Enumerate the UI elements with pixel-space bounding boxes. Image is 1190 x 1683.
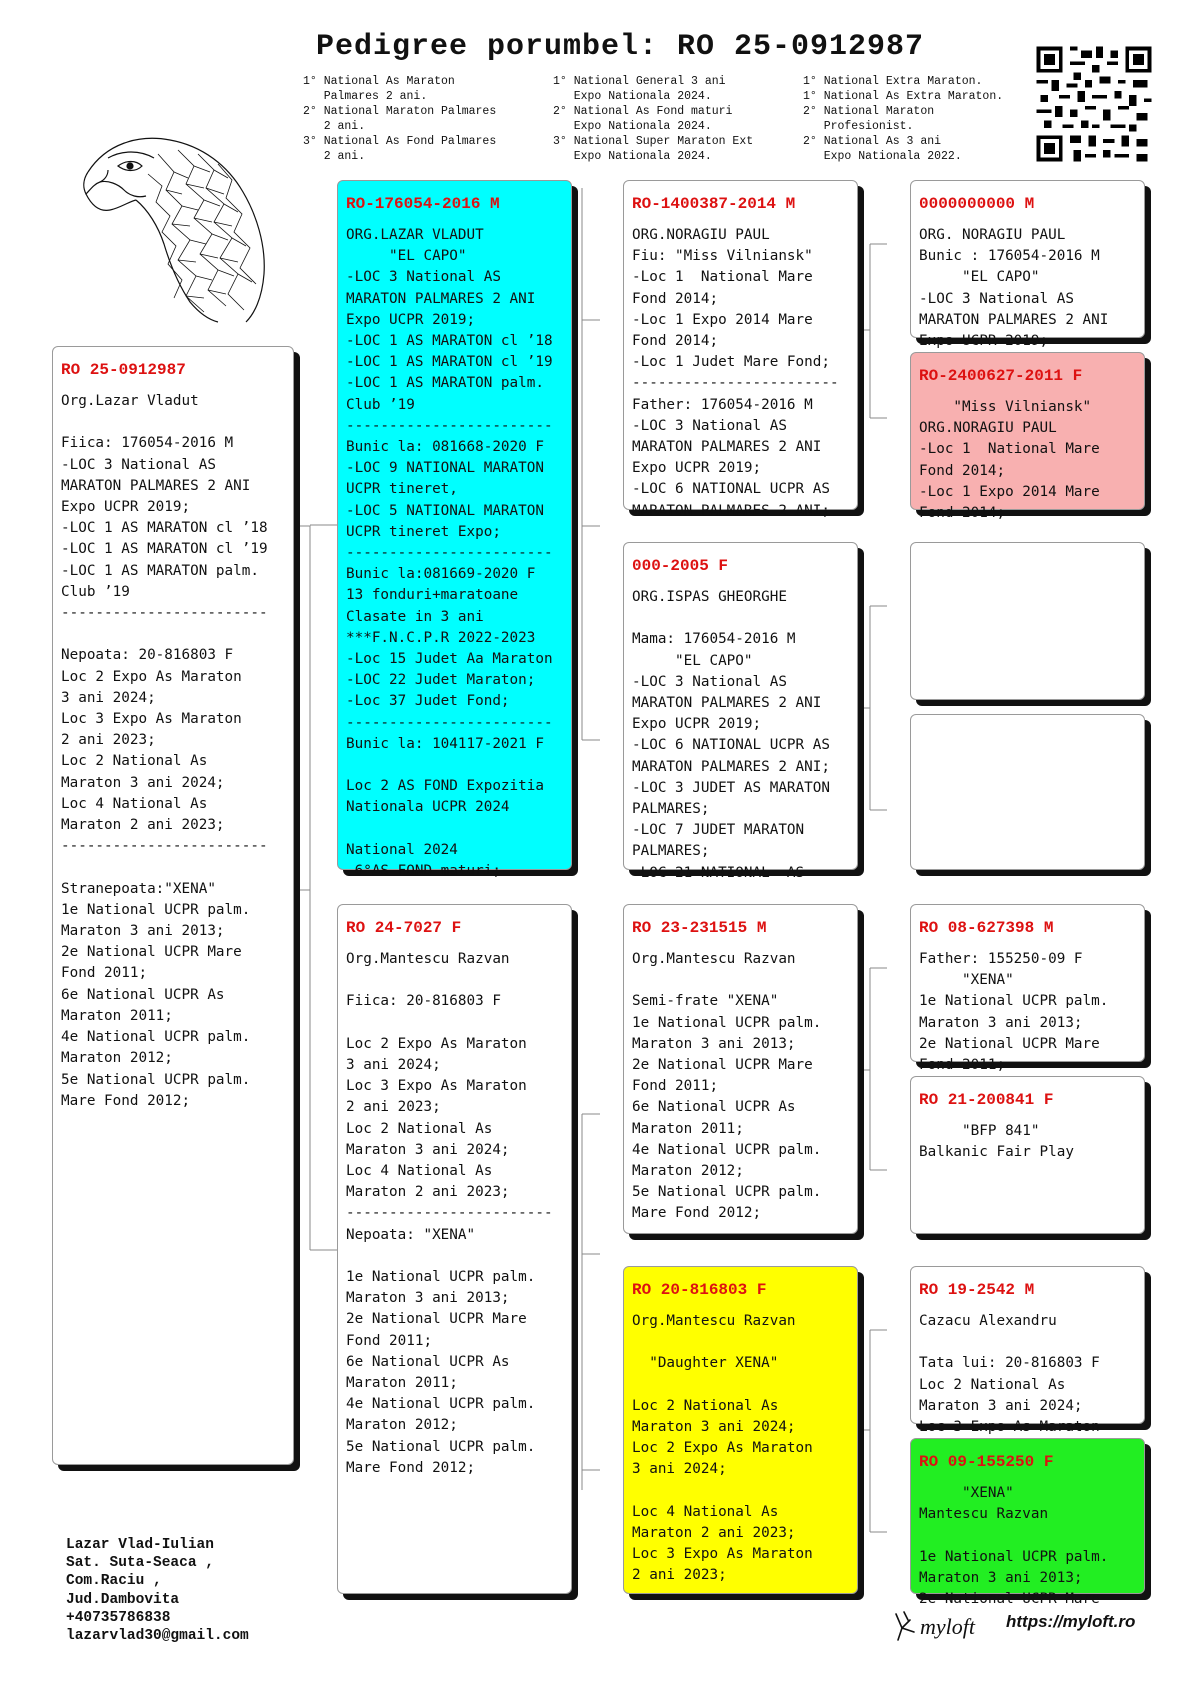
achievements-column-1: 1° National As Maraton Palmares 2 ani. 2° National Maraton Palmares 2 ani. 3° National As Fond Palmares 2 ani.	[303, 75, 497, 163]
brand-url-link[interactable]: https://myloft.ro	[1006, 1612, 1136, 1631]
pigeon-card-dam-sire-dam	[910, 1076, 1145, 1234]
myloft-logo-icon	[890, 1606, 998, 1646]
ring-number: RO-1400387-2014 M	[632, 195, 796, 213]
pigeon-details: Org.Lazar Vladut Fiica: 176054-2016 M -LOC 3 National AS MARATON PALMARES 2 ANI Expo UCPR 2019; -LOC 1 AS MARATON cl ’18 -LOC 1 AS MARATON cl ’19 -LOC 1 AS MARATON palm. Club ’19 ------------------------ Nepoata: 20-816803 F Loc 2 Expo As Maraton 3 ani 2024; Loc 3 Expo As Maraton 2 ani 2023; Loc 2 National As Maraton 3 ani 2024; Loc 4 National As Maraton 2 ani 2023; ------------------------ Stranepoata:"XENA" 1e National UCPR palm. Maraton 3 ani 2013; 2e National UCPR Mare Fond 2011; 6e National UCPR As Maraton 2011; 4e National UCPR palm. Maraton 2012; 5e National UCPR palm. Mare Fond 2012;	[61, 393, 268, 1109]
pigeon-card-sire-dam-dam	[910, 714, 1145, 870]
pigeon-details: Father: 155250-09 F "XENA" 1e National UCPR palm. Maraton 3 ani 2013; 2e National UCPR Mare Fond 2011;	[919, 951, 1109, 1074]
pigeon-card-sire-dam	[623, 542, 858, 881]
achievements-column-2: 1° National General 3 ani Expo Nationala 2024. 2° National As Fond maturi Expo Nationala 2024. 3° National Super Maraton Ext Expo Nationala 2024.	[553, 75, 754, 163]
pigeon-card-sire-dam-sire	[910, 542, 1145, 700]
ring-number: RO 20-816803 F	[632, 1281, 767, 1299]
ring-number: RO 25-0912987	[61, 361, 186, 379]
pigeon-card-dam-sire	[623, 904, 858, 1234]
ring-number: RO-176054-2016 M	[346, 195, 500, 213]
ring-number: RO 23-231515 M	[632, 919, 767, 937]
pigeon-details: "BFP 841" Balkanic Fair Play	[919, 1123, 1074, 1161]
pigeon-card-dam	[337, 904, 572, 1594]
ring-number: RO 09-155250 F	[919, 1453, 1054, 1471]
pigeon-details: "XENA" Mantescu Razvan 1e National UCPR palm. Maraton 3 ani 2013; 2e National UCPR Mare	[919, 1485, 1109, 1608]
owner-contact: Lazar Vlad-Iulian Sat. Suta-Seaca , Com.Raciu , Jud.Dambovita +40735786838 lazarvlad30@gmail.com	[66, 1537, 249, 1645]
ring-number: RO 19-2542 M	[919, 1281, 1035, 1299]
pigeon-card-sire-sire-dam	[910, 352, 1145, 522]
ring-number: 0000000000 M	[919, 195, 1035, 213]
pigeon-card-subject	[52, 346, 294, 1465]
pigeon-details: Cazacu Alexandru Tata lui: 20-816803 F Loc 2 National As Maraton 3 ani 2024; Loc 3 Expo As Maraton	[919, 1313, 1100, 1436]
pigeon-details: Org.Mantescu Razvan Semi-frate "XENA" 1e National UCPR palm. Maraton 3 ani 2013; 2e National UCPR Mare Fond 2011; 6e National UCPR As Maraton 2011; 4e National UCPR palm. Maraton 2012; 5e National UCPR palm. Mare Fond 2012;	[632, 951, 822, 1222]
ring-number: RO 21-200841 F	[919, 1091, 1054, 1109]
ring-number: 000-2005 F	[632, 557, 729, 575]
pigeon-card-sire-sire-sire	[910, 180, 1145, 350]
brand-name: myloft	[920, 1614, 975, 1639]
pigeon-card-dam-dam-sire	[910, 1266, 1145, 1436]
pigeon-card-sire-sire	[623, 180, 858, 519]
achievements-column-3: 1° National Extra Maraton. 1° National As Extra Maraton. 2° National Maraton Profesionist. 2° National As 3 ani Expo Nationala 2022.	[803, 75, 1004, 163]
pigeon-details: Org.Mantescu Razvan "Daughter XENA" Loc 2 National As Maraton 3 ani 2024; Loc 2 Expo As Maraton 3 ani 2024; Loc 4 National As Maraton 2 ani 2023; Loc 3 Expo As Maraton 2 ani 2023;	[632, 1313, 813, 1584]
pigeon-details: ORG. NORAGIU PAUL Bunic : 176054-2016 M "EL CAPO" -LOC 3 National AS MARATON PALMARES 2 ANI Expo UCPR 2019;	[919, 227, 1109, 350]
ring-number: RO 24-7027 F	[346, 919, 462, 937]
pigeon-card-dam-dam-dam	[910, 1438, 1145, 1608]
ring-number: RO 08-627398 M	[919, 919, 1054, 937]
pigeon-details: "Miss Vilniansk" ORG.NORAGIU PAUL -Loc 1 National Mare Fond 2014; -Loc 1 Expo 2014 Mare Fond 2014;	[919, 399, 1100, 522]
pigeon-card-dam-dam	[623, 1266, 858, 1594]
pigeon-details: Org.Mantescu Razvan Fiica: 20-816803 F Loc 2 Expo As Maraton 3 ani 2024; Loc 3 Expo As Maraton 2 ani 2023; Loc 2 National As Maraton 3 ani 2024; Loc 4 National As Maraton 2 ani 2023; ------------------------ Nepoata: "XENA" 1e National UCPR palm. Maraton 3 ani 2013; 2e National UCPR Mare Fond 2011; 6e National UCPR As Maraton 2011; 4e National UCPR palm. Maraton 2012; 5e National UCPR palm. Mare Fond 2012;	[346, 951, 553, 1476]
pigeon-card-sire	[337, 180, 572, 880]
pigeon-card-dam-sire-sire	[910, 904, 1145, 1074]
brand-footer	[890, 1606, 1170, 1646]
pigeon-details: ORG.LAZAR VLADUT "EL CAPO" -LOC 3 National AS MARATON PALMARES 2 ANI Expo UCPR 2019; -LOC 1 AS MARATON cl ’18 -LOC 1 AS MARATON cl ’19 -LOC 1 AS MARATON palm. Club ’19 ------------------------ Bunic la: 081668-2020 F -LOC 9 NATIONAL MARATON UCPR tineret, -LOC 5 NATIONAL MARATON UCPR tineret Expo; ------------------------ Bunic la:081669-2020 F 13 fonduri+maratoane Clasate in 3 ani ***F.N.C.P.R 2022-2023 -Loc 15 Judet Aa Maraton -LOC 22 Judet Maraton; -Loc 37 Judet Fond; ------------------------ Bunic la: 104117-2021 F Loc 2 AS FOND Expozitia Nationala UCPR 2024 National 2024 6°AS FOND maturi;	[346, 227, 553, 880]
pigeon-details: ORG.ISPAS GHEORGHE Mama: 176054-2016 M "EL CAPO" -LOC 3 National AS MARATON PALMARES 2 ANI Expo UCPR 2019; -LOC 6 NATIONAL UCPR AS MARATON PALMARES 2 ANI; -LOC 3 JUDET AS MARATON PALMARES; -LOC 7 JUDET MARATON PALMARES; -LOC 21 NATIONAL AS	[632, 589, 830, 881]
ring-number: RO-2400627-2011 F	[919, 367, 1083, 385]
pigeon-details: ORG.NORAGIU PAUL Fiu: "Miss Vilniansk" -Loc 1 National Mare Fond 2014; -Loc 1 Expo 2014 Mare Fond 2014; -Loc 1 Judet Mare Fond; ------------------------ Father: 176054-2016 M -LOC 3 National AS MARATON PALMARES 2 ANI Expo UCPR 2019; -LOC 6 NATIONAL UCPR AS MARATON PALMARES 2 ANI;	[632, 227, 839, 519]
page-title: Pedigree porumbel: RO 25-0912987	[315, 30, 925, 64]
